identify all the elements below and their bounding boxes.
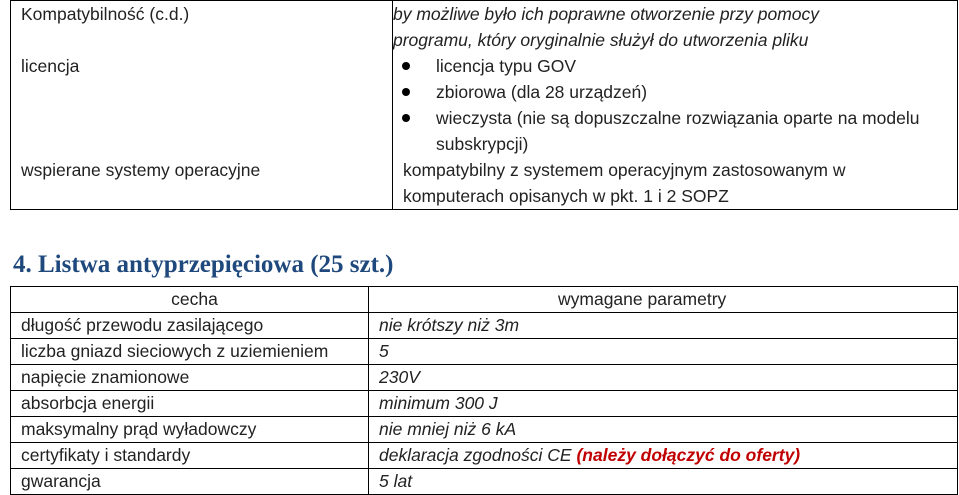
feature-cell: liczba gniazd sieciowych z uziemieniem [11,339,369,365]
column-header-feature: cecha [11,287,369,313]
license-bullet-list [393,53,957,131]
feature-cell: długość przewodu zasilającego [11,313,369,339]
value-cell: 5 [369,339,958,365]
bullet-icon [402,62,410,70]
spec-value-line: by możliwe było ich poprawne otworzenie przy pomocy [393,4,820,24]
value-text: deklaracja zgodności CE [379,445,577,465]
spec-label: wspierane systemy operacyjne [11,157,393,210]
column-header-parameters: wymagane parametry [369,287,958,313]
spec-row-compatibility [11,1,958,54]
spec-row-os [11,157,958,210]
spec-value-line: kompatybilny z systemem operacyjnym zastosowanym w [403,160,846,180]
bullet-icon [402,88,410,96]
spec-label: Kompatybilność (c.d.) [11,1,393,54]
feature-cell: absorbcja energii [11,391,369,417]
spec-value [393,1,958,54]
spec-table-continued [10,0,958,210]
spec-value-line: komputerach opisanych w pkt. 1 i 2 SOPZ [403,186,729,206]
list-item: licencja typu GOV [393,53,957,79]
feature-cell: napięcie znamionowe [11,365,369,391]
feature-cell: certyfikaty i standardy [11,443,369,469]
table-row [11,313,958,339]
bullet-icon [402,114,410,122]
list-item: wieczysta (nie są dopuszczalne rozwiązania oparte na modelu [393,105,957,131]
table-row [11,391,958,417]
spec-value [393,157,958,210]
list-item-continuation: subskrypcji) [436,134,529,154]
section-heading: 4. Listwa antyprzepięciowa (25 szt.) [13,251,394,278]
table-row [11,339,958,365]
feature-cell: maksymalny prąd wyładowczy [11,417,369,443]
value-cell: minimum 300 J [369,391,958,417]
spec-label: licencja [11,53,393,157]
list-item: zbiorowa (dla 28 urządzeń) [393,79,957,105]
value-cell: nie mniej niż 6 kA [369,417,958,443]
value-cell: nie krótszy niż 3m [369,313,958,339]
spec-value-line: programu, który oryginalnie służył do utworzenia pliku [393,30,809,50]
table-row [11,417,958,443]
table-row [11,443,958,469]
table-row [11,365,958,391]
value-cell [369,443,958,469]
spec-value [393,53,958,157]
feature-cell: gwarancja [11,469,369,495]
value-cell: 230V [369,365,958,391]
table-row [11,469,958,495]
offer-note: (należy dołączyć do oferty) [576,445,801,465]
table-header-row [11,287,958,313]
surge-protector-table [10,286,958,495]
spec-row-license [11,53,958,157]
value-cell: 5 lat [369,469,958,495]
